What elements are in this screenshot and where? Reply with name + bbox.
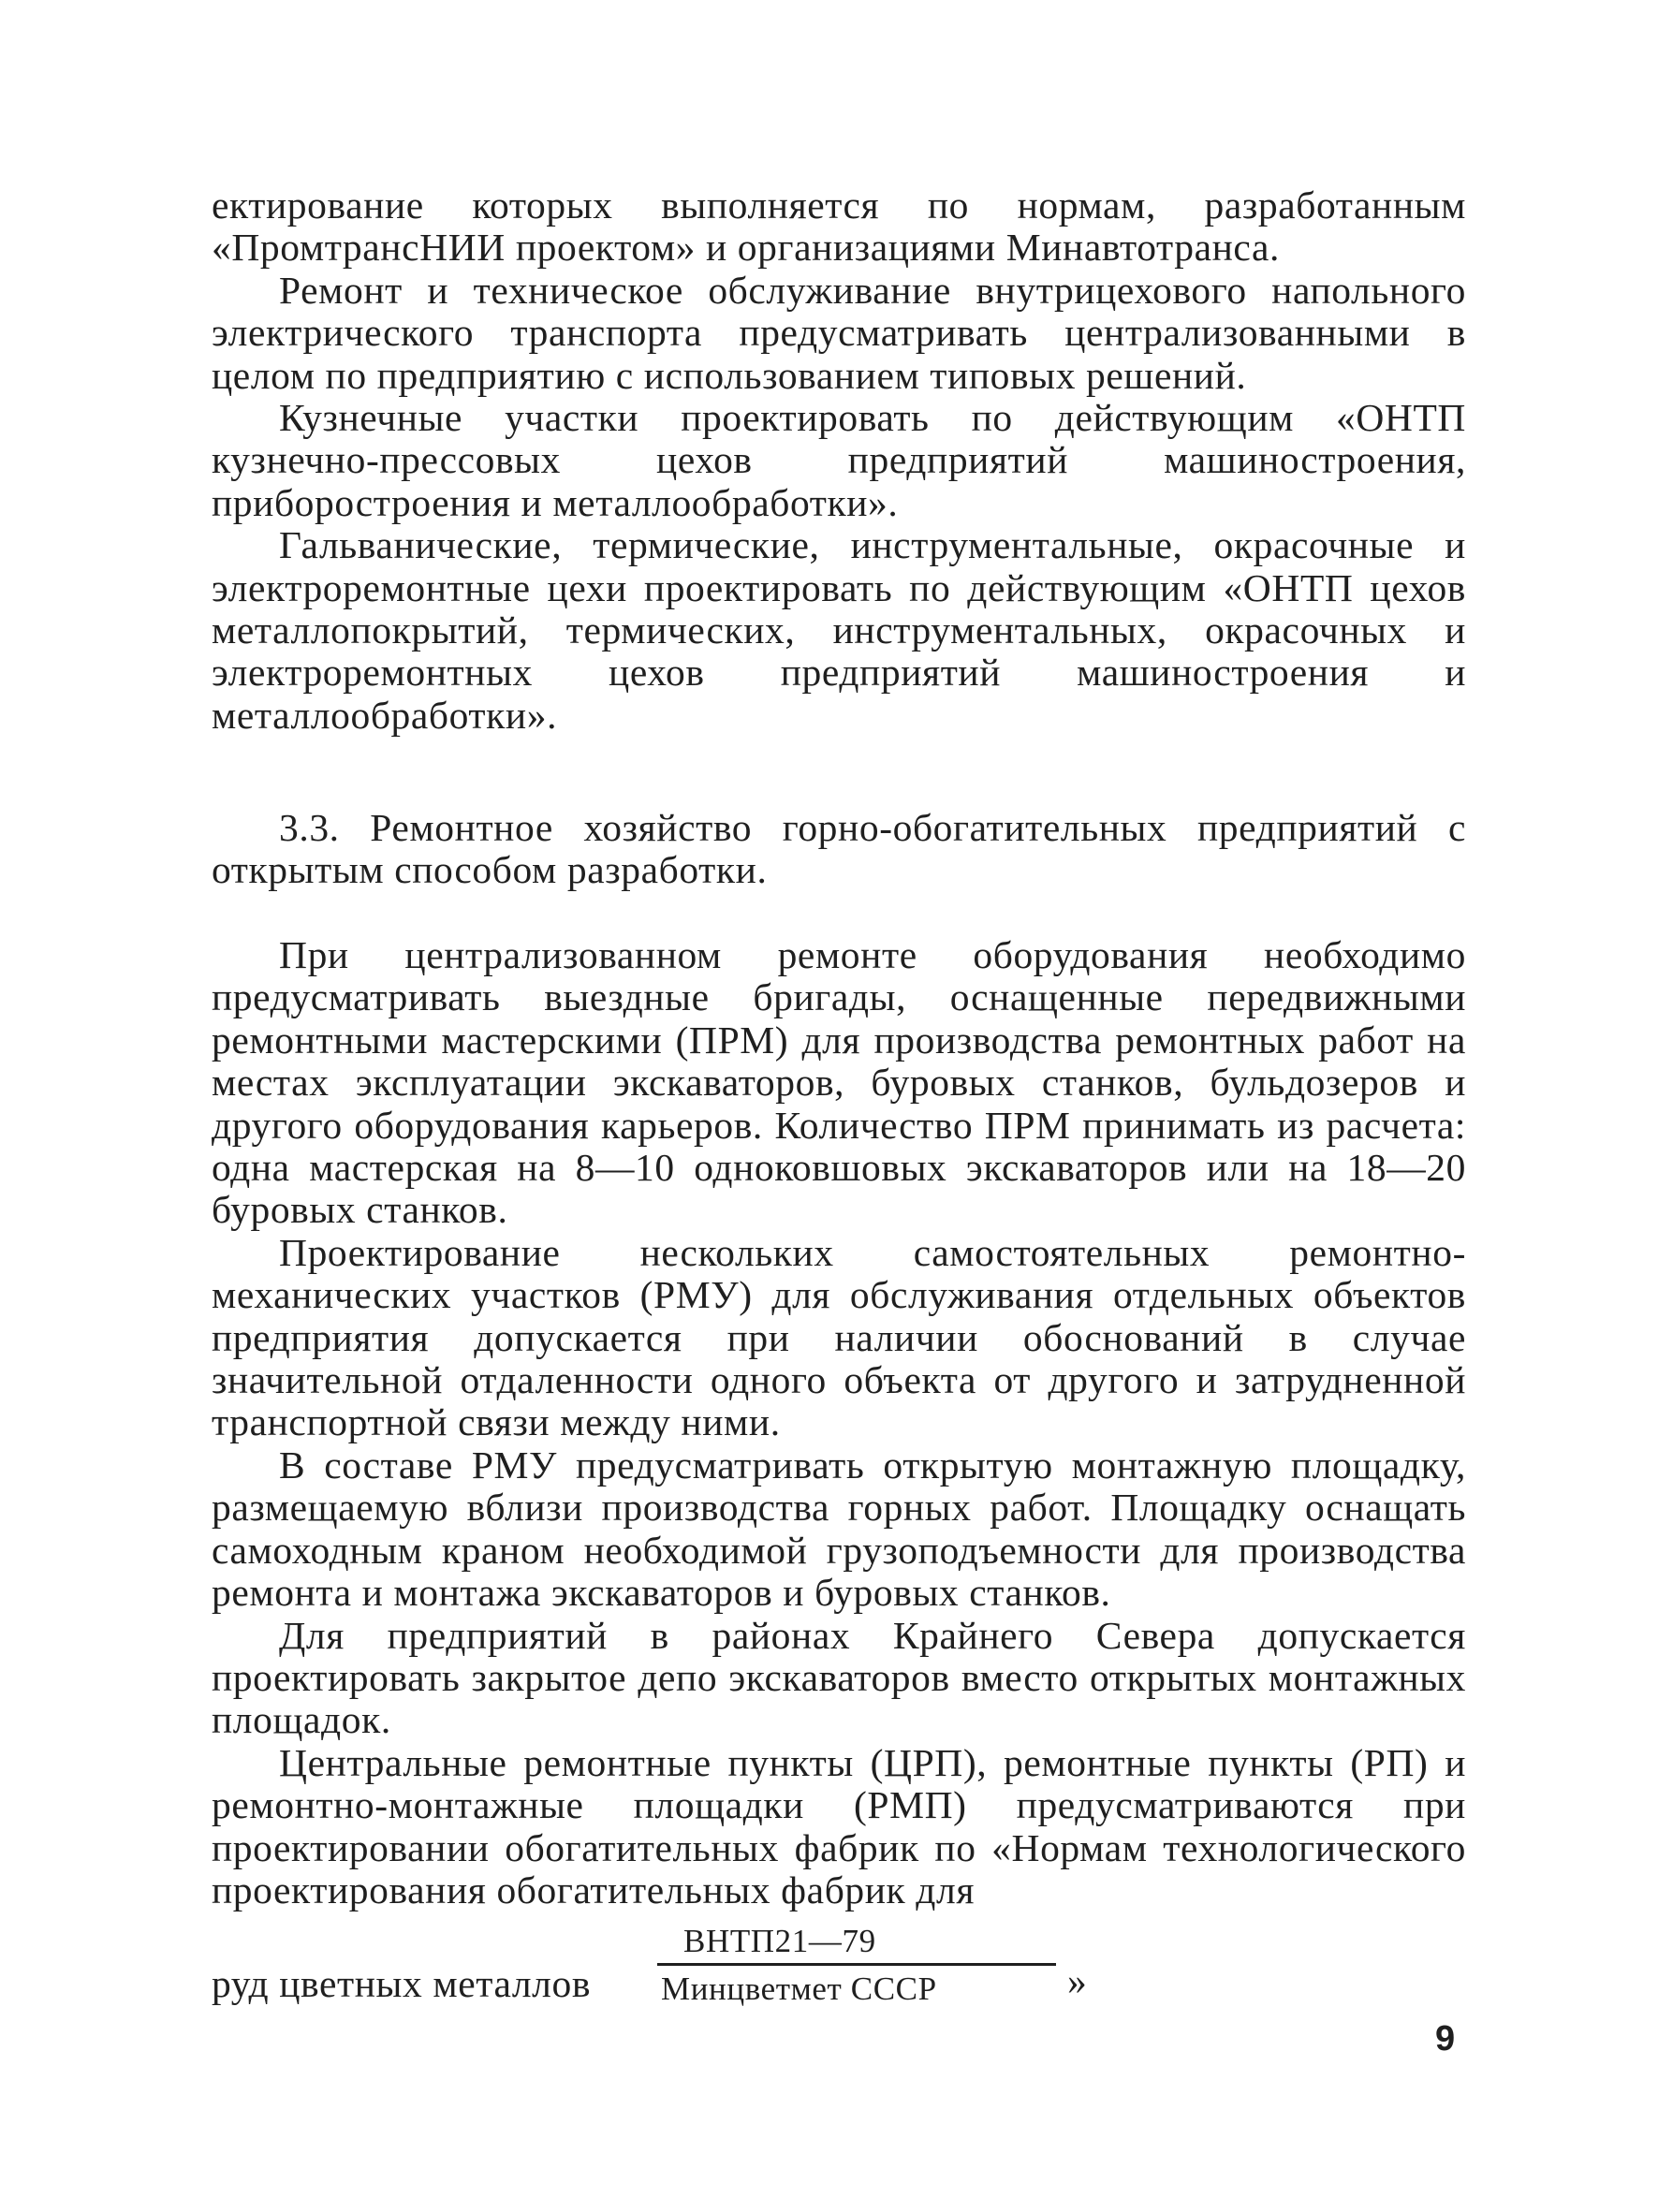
norm-reference-lead: руд цветных металлов: [212, 1962, 592, 2005]
paragraph-electric-transport: Ремонт и техническое обслуживание внутрицехового напольного электрического транспорта предусматривать централизованными в целом по предприятию с использованием типовых решений.: [212, 268, 1466, 397]
page-number: 9: [1435, 2019, 1456, 2058]
norm-fraction-denominator: Минцветмет СССР: [661, 1970, 937, 2007]
section-heading: 3.3. Ремонтное хозяйство горно-обогатительных предприятий с открытым способом разработки.: [212, 806, 1466, 892]
closing-quote: »: [1067, 1959, 1088, 2002]
paragraph-assembly-site: В составе РМУ предусматривать открытую монтажную площадку, размещаемую вблизи производства горных работ. Площадку оснащать самоходным краном необходимой грузоподъемности для производства ремонта и монтажа экскаваторов и буровых станков.: [212, 1443, 1466, 1615]
norm-fraction-numerator: ВНТП21—79: [683, 1923, 876, 1959]
paragraph-crp: Центральные ремонтные пункты (ЦРП), ремонтные пункты (РП) и ремонтно-монтажные площадки (РМП) предусматриваются при проектировании обогатительных фабрик по «Нормам технологического проектирования обогатительных фабрик для: [212, 1740, 1466, 1912]
section-heading-block: [212, 807, 1466, 892]
paragraph-galvanic: Гальванические, термические, инструментальные, окрасочные и электроремонтные цехи проектировать по действующим «ОНТП цехов металлопокрытий, термических, инструментальных, окрасочных и электроремонтных цехов предприятий машиностроения и металлообработки».: [212, 523, 1466, 737]
paragraph-continuation: ектирование которых выполняется по нормам, разработанным «ПромтрансНИИ проектом» и организациями Минавтотранса.: [212, 183, 1466, 270]
paragraph-forging: Кузнечные участки проектировать по действующим «ОНТП кузнечно-прессовых цехов предприятий машиностроения, приборостроения и металлообработки».: [212, 396, 1466, 524]
norm-reference-line: [212, 1921, 1466, 2024]
paragraph-prm: При централизованном ремонте оборудования необходимо предусматривать выездные бригады, оснащенные передвижными ремонтными мастерскими (ПРМ) для производства ремонтных работ на местах эксплуатации экскаваторов, буровых станков, бульдозеров и другого оборудования карьеров. Количество ПРМ принимать из расчета: одна мастерская на 8—10 одноковшовых экскаваторов или на 18—20 буровых станков.: [212, 933, 1466, 1232]
norm-fraction-bar: [657, 1963, 1056, 1966]
paragraph-rmu: Проектирование нескольких самостоятельных ремонтно-механических участков (РМУ) для обслуживания отдельных объектов предприятия допускается при наличии обоснований в случае значительной отдаленности одного объекта от другого и затрудненной транспортной связи между ними.: [212, 1230, 1466, 1444]
top-text-block: [212, 184, 1466, 737]
paragraph-far-north: Для предприятий в районах Крайнего Севера допускается проектировать закрытое депо экскаваторов вместо открытых монтажных площадок.: [212, 1613, 1466, 1742]
norm-fraction: [657, 1921, 1056, 2024]
main-text-block: [212, 934, 1466, 1912]
